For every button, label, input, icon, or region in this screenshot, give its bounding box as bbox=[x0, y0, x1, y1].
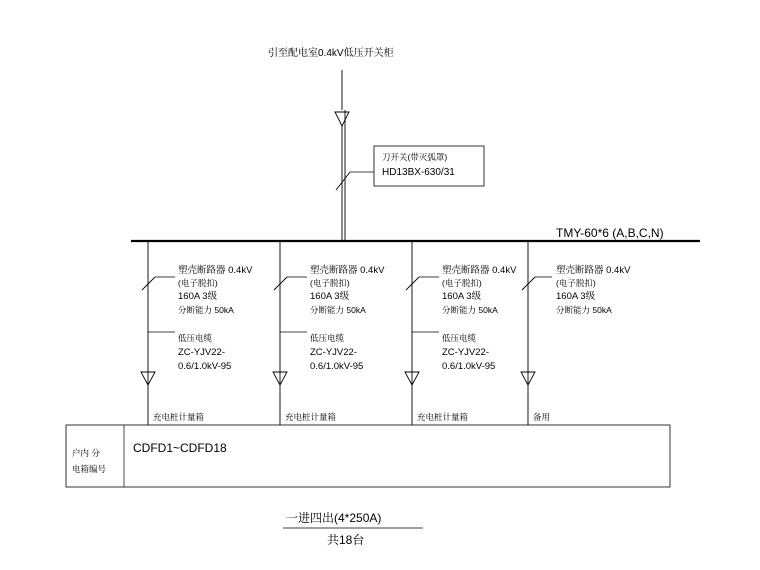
feeder-1-cable-line-2: ZC-YJV22- bbox=[178, 347, 225, 358]
feeder-1-breaker-line-2: (电子脱扣) bbox=[178, 278, 218, 288]
feeder-4-breaker-line-2: (电子脱扣) bbox=[556, 278, 596, 288]
feeder-2-breaker-line-4: 分断能力 50kA bbox=[310, 305, 366, 315]
feeder-1-cable-line-1: 低压电缆 bbox=[178, 333, 213, 343]
feeder-4-breaker-line-3: 160A 3级 bbox=[556, 291, 596, 302]
panel-table bbox=[66, 425, 670, 487]
feeder-4-breaker-line-1: 塑壳断路器 0.4kV bbox=[556, 265, 631, 276]
feeder-3-cable-line-3: 0.6/1.0kV-95 bbox=[442, 361, 496, 372]
feeder-2-breaker-line-3: 160A 3级 bbox=[310, 291, 350, 302]
knife-switch-model-label: HD13BX-630/31 bbox=[382, 167, 455, 178]
feeder-2-cable-line-1: 低压电缆 bbox=[310, 333, 345, 343]
feeder-1-breaker-line-1: 塑壳断路器 0.4kV bbox=[178, 265, 253, 276]
feeder-3-breaker-line-3: 160A 3级 bbox=[442, 291, 482, 302]
feeder-3-breaker-line-4: 分断能力 50kA bbox=[442, 305, 498, 315]
feeder-2-breaker-line-2: (电子脱扣) bbox=[310, 278, 350, 288]
table-header-line-2: 电箱编号 bbox=[72, 464, 107, 474]
feeder-4-terminal-label: 备用 bbox=[533, 412, 551, 422]
feeder-branch-1 bbox=[141, 241, 175, 425]
busbar-label: TMY-60*6 (A,B,C,N) bbox=[556, 226, 664, 240]
feeder-3-cable-line-2: ZC-YJV22- bbox=[442, 347, 489, 358]
feeder-3-terminal-label: 充电桩计量箱 bbox=[417, 412, 469, 422]
feeder-branch-4 bbox=[521, 241, 552, 425]
table-value-cell: CDFD1~CDFD18 bbox=[133, 441, 227, 455]
footer-config-label: 一进四出(4*250A) bbox=[286, 511, 382, 525]
feeder-1-terminal-label: 充电桩计量箱 bbox=[153, 412, 205, 422]
feeder-1-breaker-line-3: 160A 3级 bbox=[178, 291, 218, 302]
incoming-feeder-line bbox=[335, 70, 349, 240]
feeder-3-breaker-line-1: 塑壳断路器 0.4kV bbox=[442, 265, 517, 276]
feeder-branch-3 bbox=[405, 241, 439, 425]
feeder-branch-2 bbox=[273, 241, 307, 425]
knife-switch-symbol bbox=[336, 172, 350, 190]
feeder-1-breaker-line-4: 分断能力 50kA bbox=[178, 305, 234, 315]
feeder-2-breaker-line-1: 塑壳断路器 0.4kV bbox=[310, 265, 385, 276]
table-header-line-1: 户内 分 bbox=[72, 448, 100, 458]
incoming-title-label: 引至配电室0.4kV低压开关柜 bbox=[268, 48, 394, 59]
feeder-4-breaker-line-4: 分断能力 50kA bbox=[556, 305, 612, 315]
feeder-3-breaker-line-2: (电子脱扣) bbox=[442, 278, 482, 288]
feeder-3-cable-line-1: 低压电缆 bbox=[442, 333, 477, 343]
feeder-2-cable-line-2: ZC-YJV22- bbox=[310, 347, 357, 358]
feeder-1-cable-line-3: 0.6/1.0kV-95 bbox=[178, 361, 232, 372]
feeder-2-cable-line-3: 0.6/1.0kV-95 bbox=[310, 361, 364, 372]
feeder-2-terminal-label: 充电桩计量箱 bbox=[285, 412, 337, 422]
knife-switch-type-label: 刀开关(带灭弧罩) bbox=[382, 152, 448, 162]
footer-count-label: 共18台 bbox=[327, 533, 365, 547]
